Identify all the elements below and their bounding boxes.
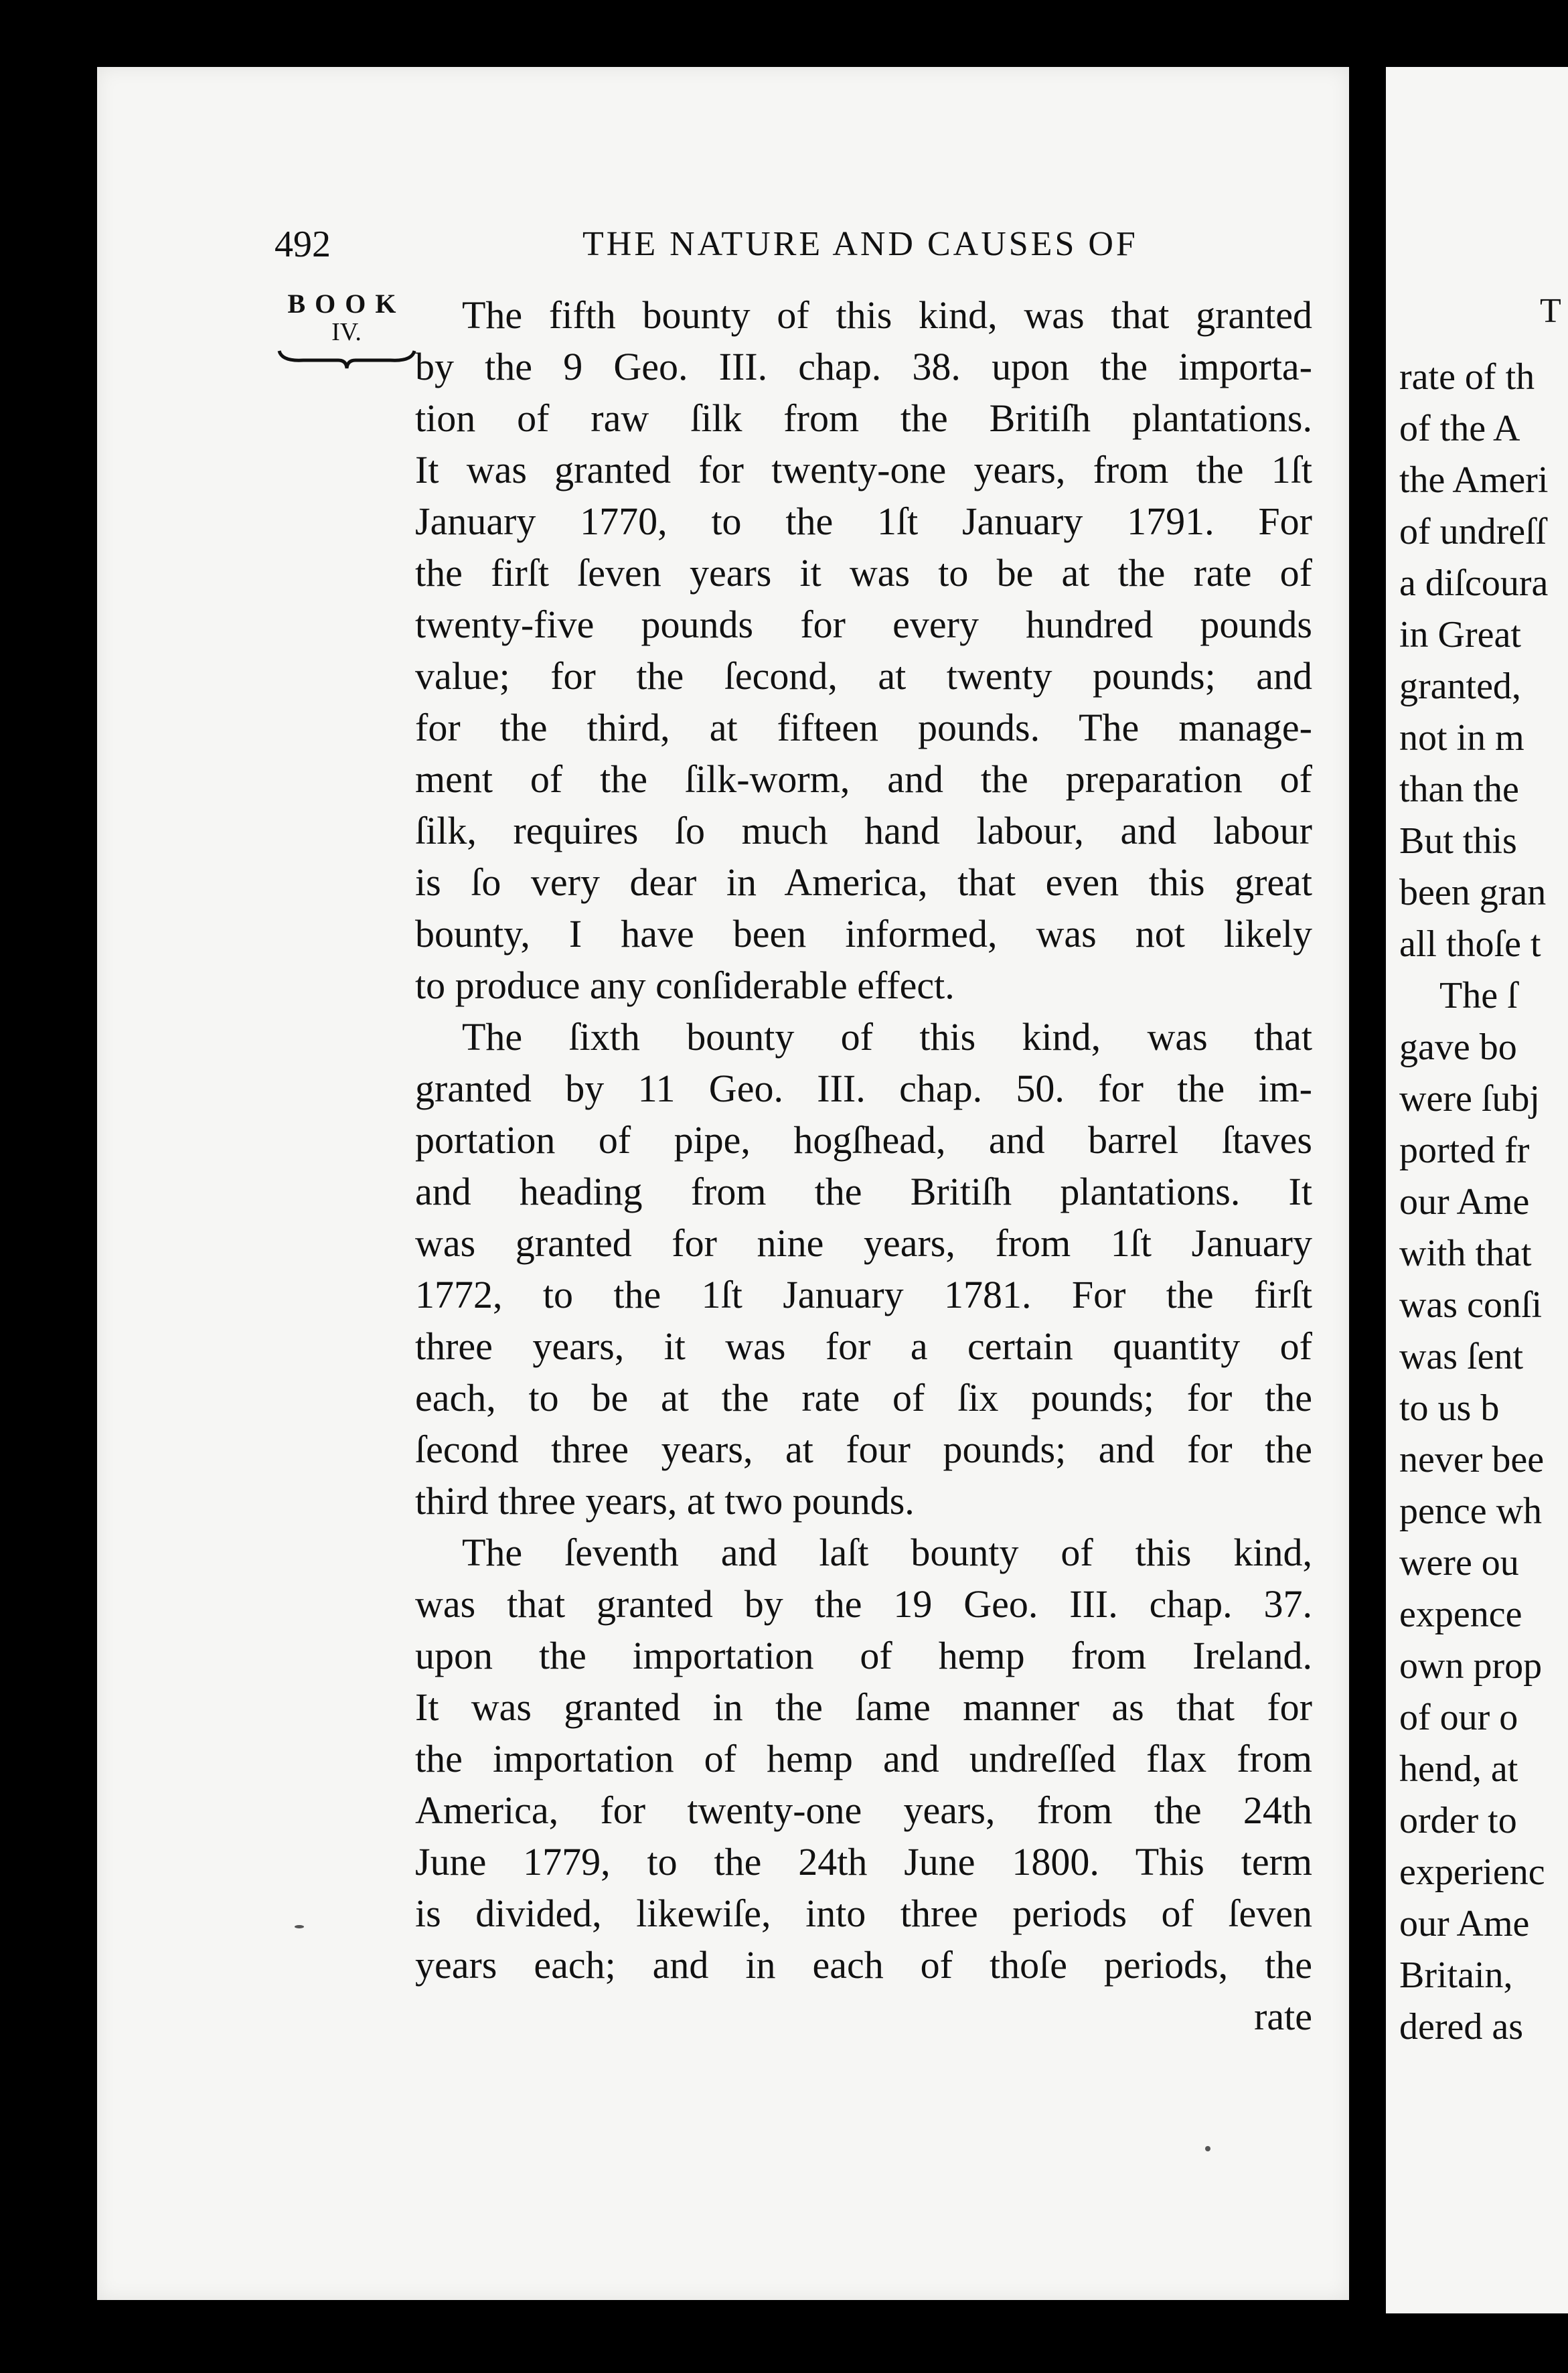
text-line: value; for the ſecond, at twenty pounds; and (415, 654, 1312, 698)
running-head-title: THE NATURE AND CAUSES OF (582, 225, 1138, 263)
text-line: to produce any conſiderable effect. (415, 964, 955, 1007)
right-text-line: order to (1399, 1800, 1517, 1841)
right-text-line: were ſubj (1399, 1078, 1540, 1120)
text-line: upon the importation of hemp from Ireland. (415, 1634, 1312, 1677)
right-page-text (1399, 352, 1568, 2053)
right-text-line: The ſ (1439, 975, 1518, 1016)
text-line: bounty, I have been informed, was not likely (415, 912, 1312, 955)
right-text-line: rate of th (1399, 356, 1535, 398)
text-line: The ſeventh and laſt bounty of this kind, (462, 1531, 1312, 1574)
right-text-line: of our o (1399, 1697, 1518, 1738)
margin-volume-label: IV. (331, 318, 362, 346)
body-text (415, 289, 1312, 2042)
text-line: The fifth bounty of this kind, was that granted (462, 293, 1312, 337)
right-running-head: T (1540, 292, 1561, 330)
text-line: twenty-five pounds for every hundred pounds (415, 603, 1312, 646)
text-line: June 1779, to the 24th June 1800. This term (415, 1840, 1312, 1884)
right-text-line: dered as (1399, 2006, 1524, 2048)
right-text-line: were ou (1399, 1542, 1519, 1584)
right-text-line: was ſent (1399, 1336, 1524, 1377)
margin-book-label: BOOK (287, 289, 406, 319)
page-number: 492 (275, 224, 331, 265)
right-text-line: the Ameri (1399, 459, 1549, 501)
text-line: three years, it was for a certain quantity of (415, 1324, 1312, 1368)
right-text-line: of undreſſ (1399, 511, 1547, 552)
right-text-line: not in m (1399, 717, 1524, 759)
text-line: is divided, likewiſe, into three periods of ſeven (415, 1892, 1312, 1935)
text-line: the firſt ſeven years it was to be at the rate of (415, 551, 1312, 595)
text-line: ment of the ſilk-worm, and the preparation of (415, 757, 1312, 801)
right-text-line: experienc (1399, 1851, 1545, 1893)
text-line: is ſo very dear in America, that even this great (415, 860, 1312, 904)
text-line: tion of raw ſilk from the Britiſh plantations. (415, 396, 1312, 440)
text-line: and heading from the Britiſh plantations. It (415, 1170, 1312, 1213)
text-line: ſecond three years, at four pounds; and for the (415, 1428, 1312, 1471)
right-text-line: pence wh (1399, 1490, 1543, 1532)
text-line: for the third, at fifteen pounds. The manage- (415, 706, 1312, 749)
text-line: The ſixth bounty of this kind, was that (462, 1015, 1312, 1059)
text-line: years each; and in each of thoſe periods, the (415, 1943, 1312, 1987)
brace-ornament-icon (277, 347, 417, 370)
right-text-line: gave bo (1399, 1026, 1517, 1068)
right-text-line: expence (1399, 1594, 1522, 1635)
right-text-line: ported fr (1399, 1130, 1530, 1171)
text-line: January 1770, to the 1ſt January 1791. For (415, 500, 1312, 543)
right-text-line: in Great (1399, 614, 1521, 656)
right-text-line: our Ame (1399, 1181, 1530, 1223)
text-line: It was granted for twenty-one years, from the 1ſt (415, 448, 1312, 491)
print-speck (295, 1925, 304, 1928)
text-line: 1772, to the 1ſt January 1781. For the firſt (415, 1273, 1312, 1316)
right-text-line: been gran (1399, 872, 1547, 913)
text-line: by the 9 Geo. III. chap. 38. upon the importa- (415, 345, 1312, 388)
text-line: portation of pipe, hogſhead, and barrel ſtaves (415, 1118, 1312, 1162)
right-text-line: with that (1399, 1233, 1532, 1274)
right-text-line: granted, (1399, 666, 1521, 707)
right-text-line: never bee (1399, 1439, 1545, 1480)
text-line: third three years, at two pounds. (415, 1479, 915, 1523)
right-text-line: But this (1399, 820, 1517, 862)
text-line: each, to be at the rate of ſix pounds; for the (415, 1376, 1312, 1420)
right-text-line: than the (1399, 769, 1519, 810)
catchword: rate (1254, 1995, 1312, 2038)
text-line: America, for twenty-one years, from the 24th (415, 1788, 1312, 1832)
right-text-line: a diſcoura (1399, 562, 1549, 604)
right-text-line: own prop (1399, 1645, 1543, 1687)
margin-note (275, 289, 418, 370)
text-line: was that granted by the 19 Geo. III. chap. 37. (415, 1582, 1312, 1626)
right-text-line: of the A (1399, 408, 1520, 449)
right-text-line: Britain, (1399, 1955, 1513, 1996)
right-text-line: hend, at (1399, 1748, 1518, 1790)
text-line: was granted for nine years, from 1ſt January (415, 1221, 1312, 1265)
text-line: the importation of hemp and undreſſed flax from (415, 1737, 1312, 1780)
right-page (1386, 67, 1568, 2313)
text-line: It was granted in the ſame manner as that for (415, 1685, 1312, 1729)
text-line: granted by 11 Geo. III. chap. 50. for the im- (415, 1067, 1312, 1110)
right-text-line: our Ame (1399, 1903, 1530, 1944)
right-text-line: was conſi (1399, 1284, 1543, 1326)
text-line: ſilk, requires ſo much hand labour, and labour (415, 809, 1312, 852)
running-head (275, 221, 1232, 268)
right-text-line: to us b (1399, 1387, 1500, 1429)
print-speck (1205, 2146, 1210, 2151)
right-text-line: all thoſe t (1399, 923, 1541, 965)
